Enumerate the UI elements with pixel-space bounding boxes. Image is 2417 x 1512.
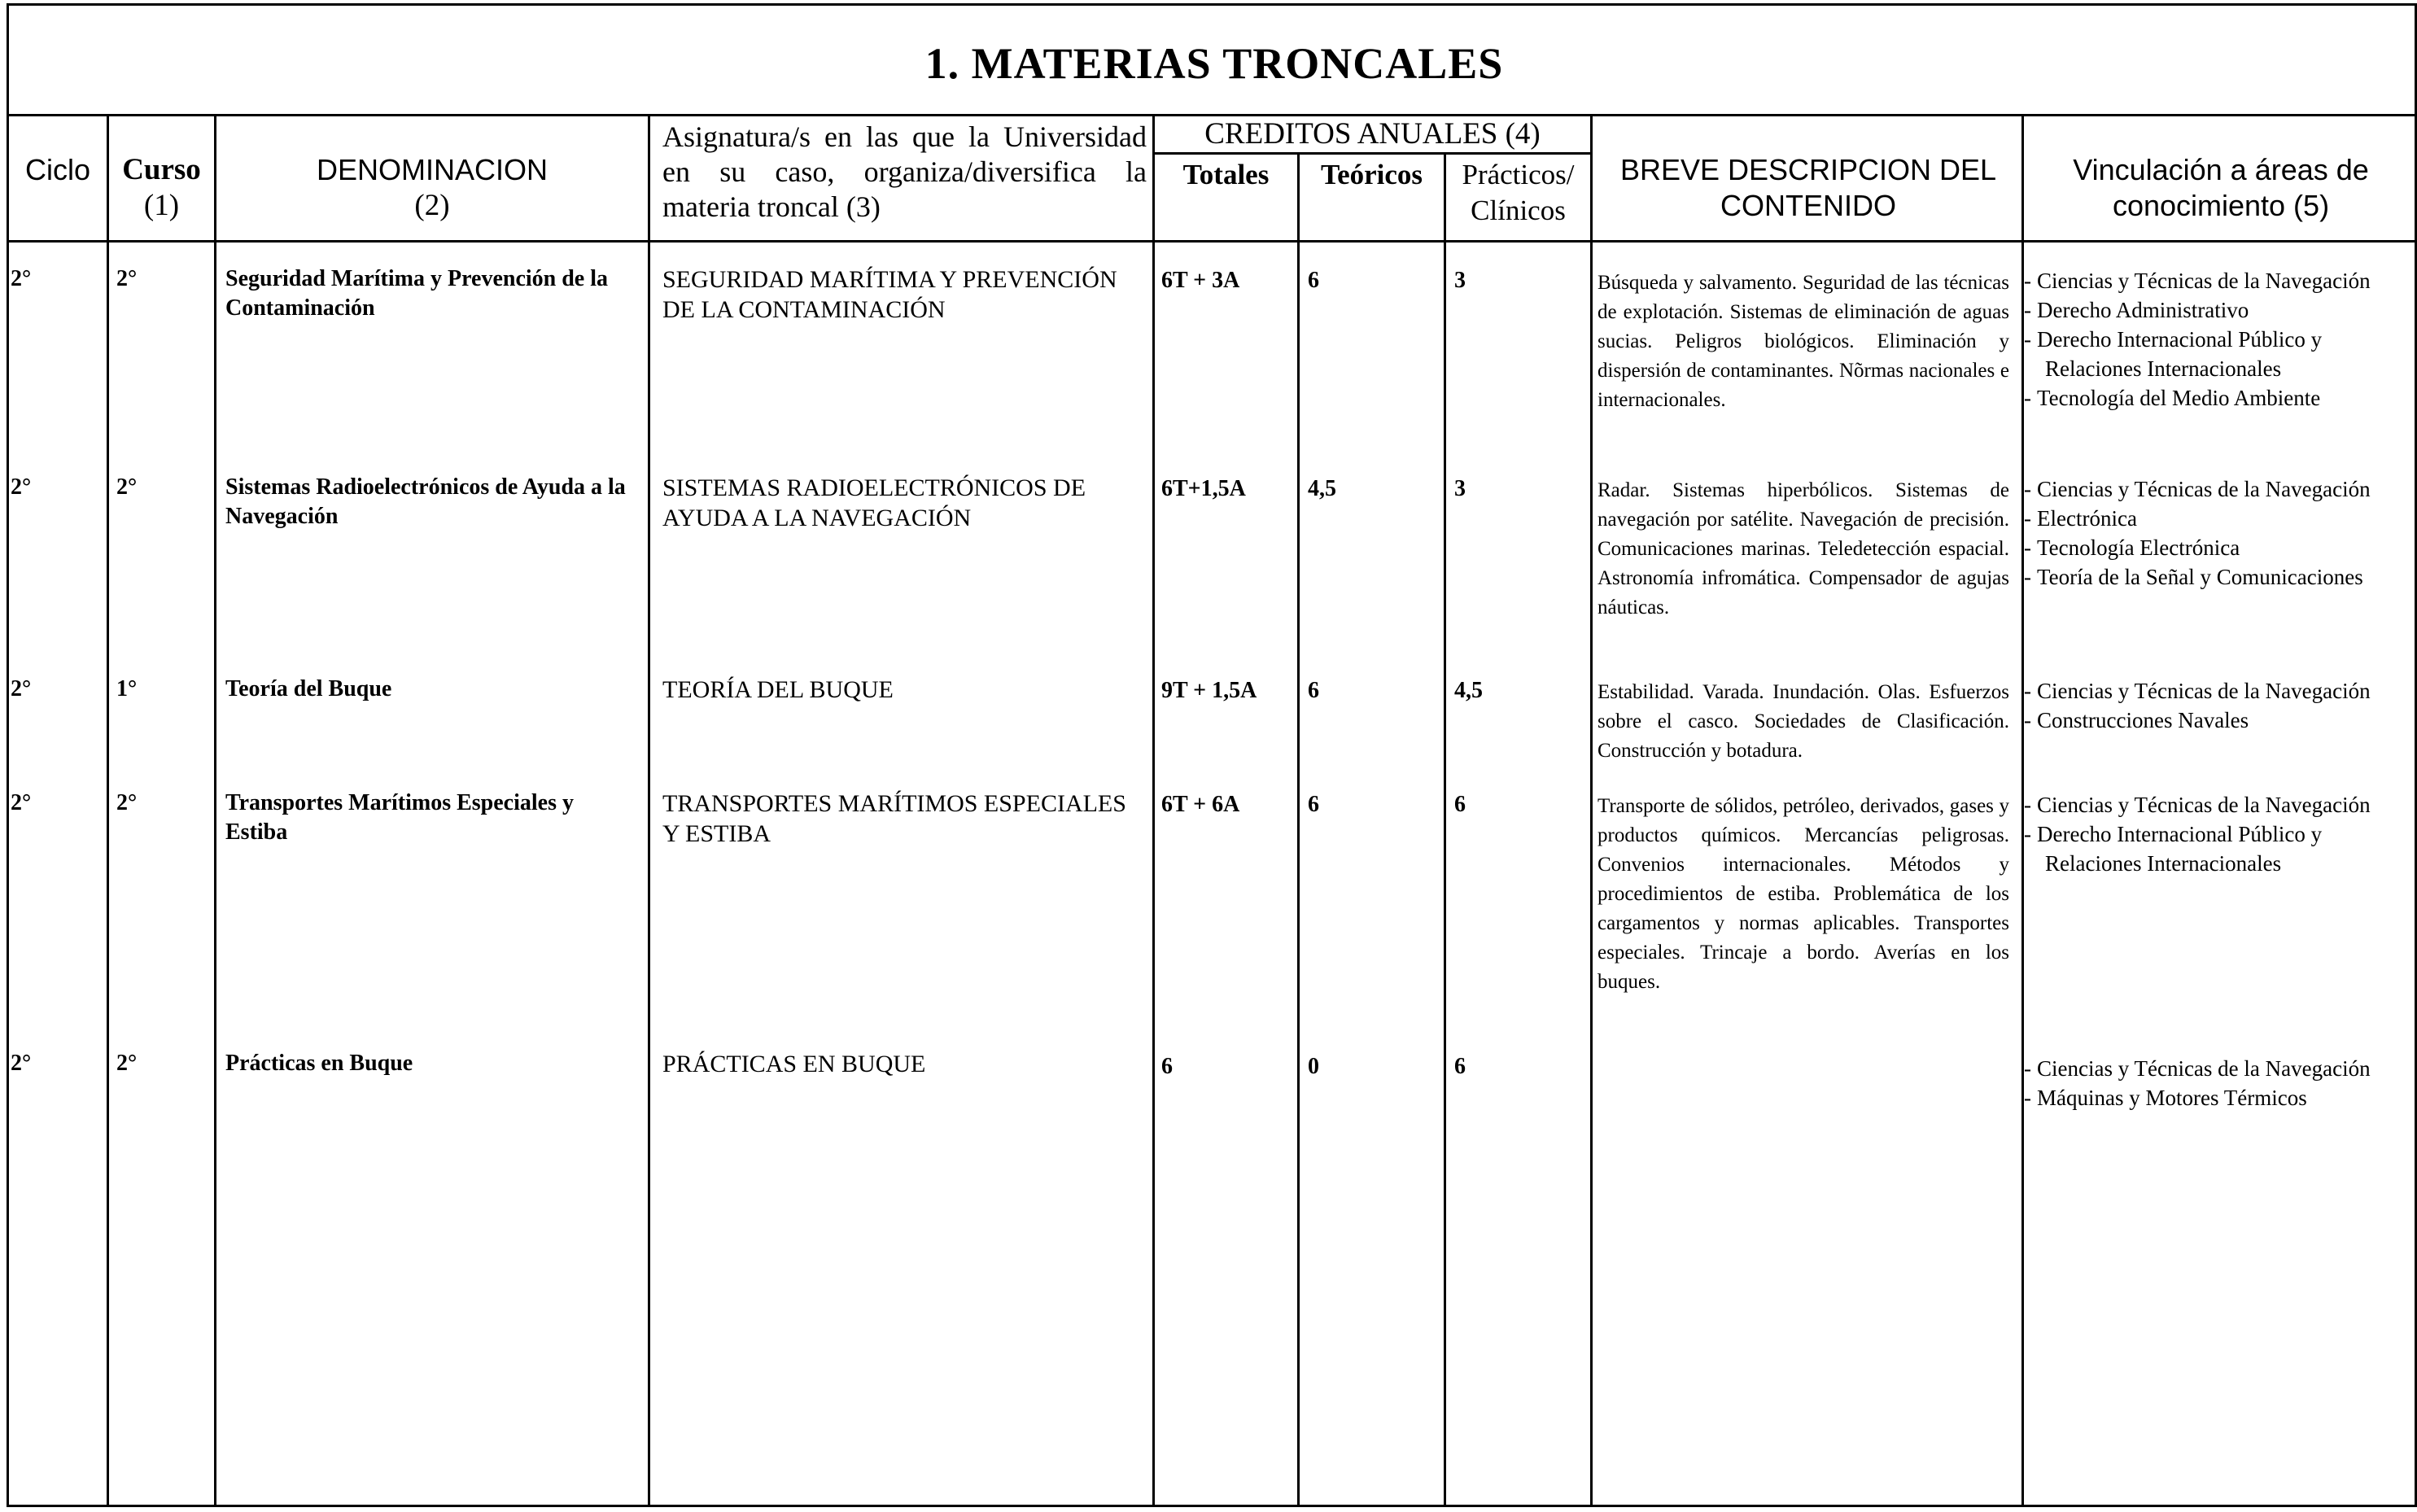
cell-descripcion: Búsqueda y salvamento. Seguridad de las técnicas de explotación. Sistemas de eliminación de aguas sucias. Peligros biológicos. Eliminación y dispersión de contaminantes. Nõrmas nacionales e internacionales.: [1597, 272, 2009, 411]
area-label: Electrónica: [2037, 506, 2137, 531]
area-label: Ciencias y Técnicas de la Navegación: [2037, 1056, 2371, 1081]
col-rule: [214, 114, 216, 1505]
header-top-rule: [9, 114, 2415, 116]
cell-asignatura: PRÁCTICAS EN BUQUE: [662, 1051, 926, 1077]
cell-teoricos: 6: [1308, 792, 1319, 817]
area-item: - Tecnología Electrónica: [2024, 535, 2240, 560]
area-item: - Ciencias y Técnicas de la Navegación: [2024, 1056, 2371, 1081]
cell-teoricos: 6: [1308, 678, 1319, 703]
area-label: Derecho Administrativo: [2037, 298, 2249, 322]
area-label: Ciencias y Técnicas de la Navegación: [2037, 679, 2371, 703]
cell-denominacion: Prácticas en Buque: [225, 1051, 413, 1076]
cell-totales: 6T+1,5A: [1161, 476, 1246, 501]
area-label: Ciencias y Técnicas de la Navegación: [2037, 793, 2371, 817]
area-item: - Electrónica: [2024, 506, 2137, 531]
cell-practicos: 6: [1454, 792, 1466, 817]
area-label: Relaciones Internacionales: [2045, 356, 2282, 381]
cell-practicos: 3: [1454, 268, 1466, 293]
cell-areas: [2024, 790, 2371, 878]
cell-teoricos: 6: [1308, 268, 1319, 293]
cell-practicos: 6: [1454, 1054, 1466, 1079]
area-item: [2037, 849, 2371, 878]
header-asignatura: Asignatura/s en las que la Universidad en su caso, organiza/diversifica la materia troncal (3): [662, 120, 1147, 223]
cell-curso: 2°: [116, 1051, 138, 1076]
creditos-rule: [1152, 152, 1590, 155]
area-label: Máquinas y Motores Térmicos: [2037, 1086, 2307, 1110]
header-denominacion: DENOMINACION: [316, 153, 548, 186]
area-item: - Derecho Internacional Público y: [2024, 822, 2323, 846]
area-label: Ciencias y Técnicas de la Navegación: [2037, 477, 2371, 501]
header-descripcion: BREVE DESCRIPCION DEL CONTENIDO: [1619, 153, 1997, 222]
cell-totales: 6T + 3A: [1161, 268, 1240, 293]
cell-denominacion: Transportes Marítimos Especiales y Estiba: [225, 790, 574, 845]
table-frame: [7, 3, 2417, 1507]
area-label: Teoría de la Señal y Comunicaciones: [2037, 565, 2363, 589]
col-rule: [1444, 152, 1446, 1505]
area-item: - Derecho Administrativo: [2024, 298, 2249, 322]
area-item: - Teoría de la Señal y Comunicaciones: [2024, 565, 2363, 589]
cell-curso: 2°: [116, 790, 138, 815]
col-rule: [1590, 114, 1593, 1505]
area-item: - Ciencias y Técnicas de la Navegación: [2024, 477, 2371, 501]
header-bottom-rule: [9, 240, 2415, 243]
cell-denominacion: Seguridad Marítima y Prevención de la Contaminación: [225, 266, 608, 321]
area-label: Derecho Internacional Público y: [2037, 327, 2323, 352]
header-totales: Totales: [1182, 159, 1270, 190]
area-item: - Tecnología del Medio Ambiente: [2024, 386, 2321, 410]
cell-teoricos: 0: [1308, 1054, 1319, 1079]
cell-ciclo: 2°: [11, 474, 32, 500]
cell-denominacion: Teoría del Buque: [225, 676, 392, 701]
col-rule: [107, 114, 109, 1505]
area-label: Tecnología del Medio Ambiente: [2037, 386, 2321, 410]
cell-totales: 6: [1161, 1054, 1173, 1079]
col-rule: [1152, 114, 1155, 1505]
area-item: - Ciencias y Técnicas de la Navegación: [2024, 793, 2371, 817]
cell-areas: [2024, 266, 2371, 413]
area-item: [2037, 354, 2371, 383]
cell-ciclo: 2°: [11, 1051, 32, 1076]
cell-totales: 6T + 6A: [1161, 792, 1240, 817]
area-label: Tecnología Electrónica: [2037, 535, 2240, 560]
area-item: - Máquinas y Motores Térmicos: [2024, 1086, 2307, 1110]
cell-asignatura: TRANSPORTES MARÍTIMOS ESPECIALES Y ESTIBA: [662, 790, 1126, 847]
area-item: - Derecho Internacional Público y: [2024, 327, 2323, 352]
page-title: 1. MATERIAS TRONCALES: [924, 39, 1504, 88]
cell-denominacion: Sistemas Radioelectrónicos de Ayuda a la Navegación: [225, 474, 626, 529]
cell-asignatura: TEORÍA DEL BUQUE: [662, 676, 894, 703]
cell-totales: 9T + 1,5A: [1161, 678, 1257, 703]
header-denominacion-note: (2): [414, 189, 450, 222]
cell-areas: [2024, 1054, 2371, 1112]
col-rule: [1297, 152, 1300, 1505]
cell-asignatura: SEGURIDAD MARÍTIMA Y PREVENCIÓN DE LA CONTAMINACIÓN: [662, 266, 1117, 323]
header-curso: Curso: [122, 153, 201, 186]
area-label: Relaciones Internacionales: [2045, 851, 2282, 876]
header-ciclo: Ciclo: [24, 153, 90, 186]
col-rule: [648, 114, 650, 1505]
cell-practicos: 3: [1454, 476, 1466, 501]
cell-curso: 1°: [116, 676, 138, 701]
cell-descripcion: Transporte de sólidos, petróleo, derivados, gases y productos químicos. Mercancías peligrosas. Convenios internacionales. Métodos y procedimientos de estiba. Problemática de los cargamentos y normas aplicables. Transportes especiales. Trincaje a bordo. Averías en los buques.: [1597, 795, 2009, 993]
area-item: - Ciencias y Técnicas de la Navegación: [2024, 269, 2371, 293]
cell-teoricos: 4,5: [1308, 476, 1336, 501]
cell-ciclo: 2°: [11, 676, 32, 701]
area-item: - Construcciones Navales: [2024, 708, 2249, 732]
header-vinculacion: Vinculación a áreas de conocimiento (5): [2073, 153, 2369, 222]
header-practicos: Prácticos/ Clínicos: [1462, 159, 1575, 226]
area-item: - Ciencias y Técnicas de la Navegación: [2024, 679, 2371, 703]
cell-ciclo: 2°: [11, 266, 32, 291]
cell-practicos: 4,5: [1454, 678, 1483, 703]
cell-ciclo: 2°: [11, 790, 32, 815]
cell-curso: 2°: [116, 266, 138, 291]
cell-descripcion: Radar. Sistemas hiperbólicos. Sistemas de navegación por satélite. Navegación de precisión. Comunicaciones marinas. Teledetección espacial. Astronomía infromática. Compensador de agujas náuticas.: [1597, 479, 2009, 618]
cell-curso: 2°: [116, 474, 138, 500]
header-curso-note: (1): [143, 189, 180, 222]
cell-areas: [2024, 474, 2371, 592]
cell-areas: [2024, 676, 2371, 735]
area-label: Construcciones Navales: [2037, 708, 2249, 732]
cell-descripcion: Estabilidad. Varada. Inundación. Olas. Esfuerzos sobre el casco. Sociedades de Clasificación. Construcción y botadura.: [1597, 681, 2009, 762]
header-creditos: CREDITOS ANUALES (4): [1204, 117, 1541, 151]
area-label: Ciencias y Técnicas de la Navegación: [2037, 269, 2371, 293]
area-label: Derecho Internacional Público y: [2037, 822, 2323, 846]
header-teoricos: Teóricos: [1320, 159, 1423, 190]
cell-asignatura: SISTEMAS RADIOELECTRÓNICOS DE AYUDA A LA NAVEGACIÓN: [662, 474, 1086, 531]
